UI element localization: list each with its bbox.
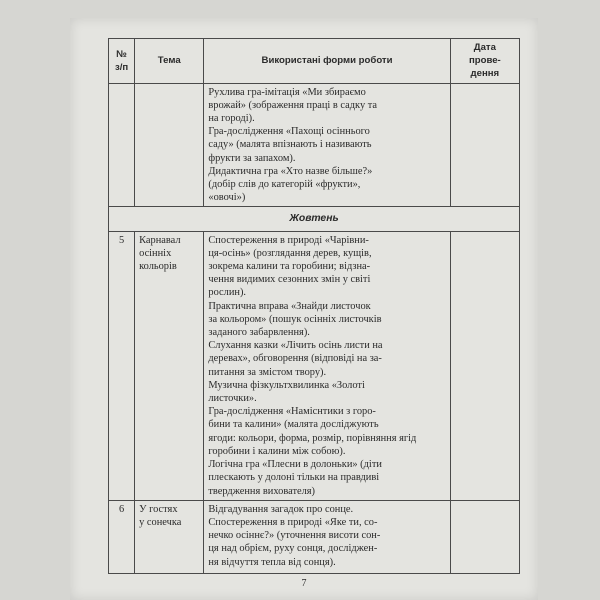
forms-line: ця над обрієм, руху сонця, досліджен-	[208, 543, 378, 555]
forms-line: рослин).	[208, 287, 247, 299]
topic-line: У гостях	[139, 503, 178, 515]
forms-line: зокрема калини та горобини; відзна-	[208, 261, 371, 273]
month-row	[109, 207, 520, 231]
table-row	[109, 83, 520, 207]
page-number: 7	[301, 578, 307, 589]
forms-line: листочки».	[208, 393, 257, 405]
cell-number	[109, 83, 135, 207]
cell-forms	[204, 231, 450, 500]
forms-line: бини та калини» (малята досліджують	[208, 419, 379, 431]
header-number-abbr: з/п	[114, 61, 129, 73]
forms-line: Гра-дослідження «Пахощі осіннього	[208, 126, 370, 138]
cell-date	[450, 500, 519, 573]
forms-line: нечко осіннє?» (уточнення висоти сон-	[208, 530, 381, 542]
lesson-plan-table	[108, 38, 520, 574]
table-row	[109, 231, 520, 500]
forms-line: ня відчуття тепла від сонця).	[208, 556, 336, 568]
forms-line: Логічна гра «Плесни в долоньки» (діти	[208, 459, 382, 471]
header-date-line-1: Дата	[473, 42, 496, 53]
table-header-row	[109, 39, 520, 84]
topic-line: кольорів	[139, 261, 177, 273]
book-page	[70, 18, 538, 600]
topic-line: осінніх	[139, 247, 172, 259]
header-topic: Тема	[135, 39, 204, 84]
cell-number: 5	[109, 231, 135, 500]
cell-topic	[135, 500, 204, 573]
forms-line: заданого забарвлення).	[208, 327, 310, 339]
forms-line: Музична фізкультхвилинка «Золоті	[208, 379, 365, 391]
cell-date	[450, 231, 519, 500]
cell-topic	[135, 231, 204, 500]
forms-line: Гра-дослідження «Наміснтики з горо-	[208, 406, 376, 418]
forms-line: чення видимих сезонних змін у світі	[208, 274, 371, 286]
forms-line: Слухання казки «Лічить осінь листи на	[208, 340, 383, 352]
cell-forms	[204, 500, 450, 573]
header-date-line-2: прове-	[468, 55, 501, 67]
month-label: Жовтень	[109, 207, 520, 231]
forms-line: (добір слів до категорій «фрукти»,	[208, 179, 361, 191]
cell-forms	[204, 83, 450, 207]
forms-line: за кольором» (пошук осінніх листочків	[208, 313, 382, 325]
forms-line: ця-осінь» (розглядання дерев, кущів,	[208, 247, 372, 259]
header-date	[450, 39, 519, 84]
forms-line: фрукти за запахом).	[208, 152, 296, 164]
forms-line: саду» (малята впізнають і називають	[208, 139, 372, 151]
header-number	[109, 39, 135, 84]
forms-line: Спостереження в природі «Яке ти, со-	[208, 516, 378, 528]
header-date-line-3: дення	[470, 68, 500, 80]
forms-line: деревах», обговорення (відповіді на за-	[208, 353, 382, 365]
header-number-symbol: №	[116, 48, 127, 60]
forms-line: горобини і калини між собою).	[208, 445, 346, 457]
header-forms: Використані форми роботи	[204, 39, 450, 84]
forms-line: «овочі»)	[208, 192, 246, 204]
forms-line: Практична вправа «Знайди листочок	[208, 300, 371, 312]
forms-line: Спостереження в природі «Чарівни-	[208, 234, 369, 246]
forms-line: Відгадування загадок про сонце.	[208, 503, 354, 515]
forms-line: питання за змістом твору).	[208, 366, 327, 378]
topic-line: у сонечка	[139, 516, 182, 528]
forms-line: твердження вихователя)	[208, 485, 316, 497]
topic-line: Карнавал	[139, 234, 181, 246]
cell-date	[450, 83, 519, 207]
cell-number: 6	[109, 500, 135, 573]
table-row	[109, 500, 520, 573]
cell-topic	[135, 83, 204, 207]
forms-line: ягоди: кольори, форма, розмір, порівняння ягід	[208, 432, 417, 444]
forms-line: Рухлива гра-імітація «Ми збираємо	[208, 86, 366, 98]
forms-line: на городі).	[208, 113, 255, 125]
forms-line: врожай» (зображення праці в садку та	[208, 99, 378, 111]
forms-line: Дидактична гра «Хто назве більше?»	[208, 165, 373, 177]
forms-line: плескають у долоні тільки на правдиві	[208, 472, 380, 484]
